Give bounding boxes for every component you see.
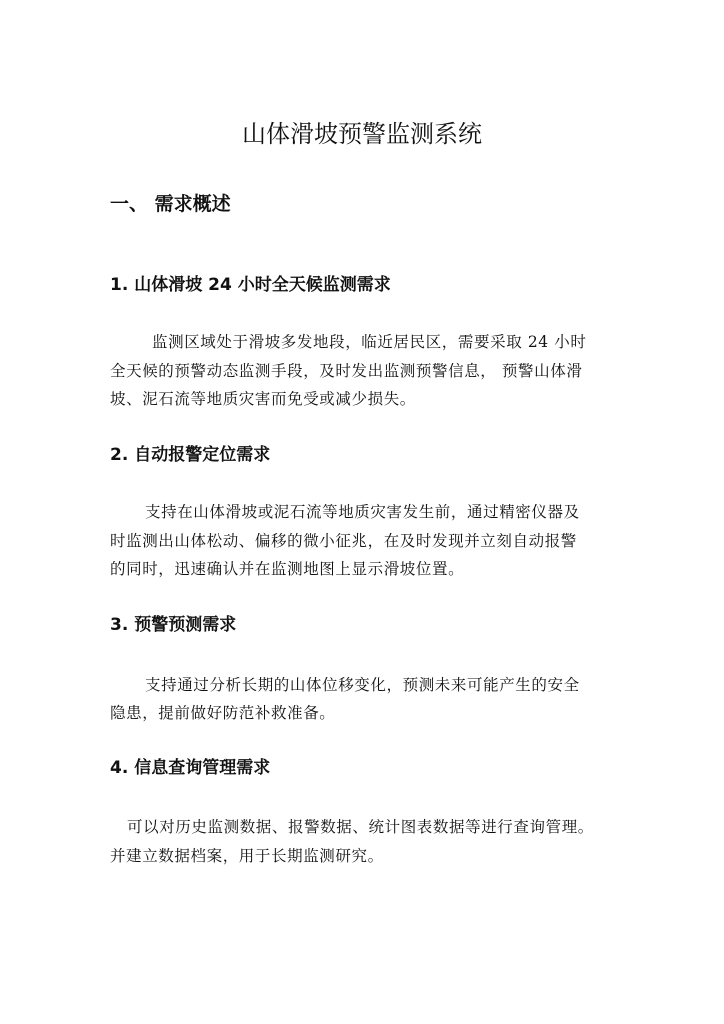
paragraph-line: 时监测出山体松动、偏移的微小征兆，在及时发现并立刻自动报警 (110, 532, 577, 550)
paragraph-line: 支持通过分析长期的山体位移变化，预测未来可能产生的安全 (145, 676, 580, 694)
document-title: 山体滑坡预警监测系统 (242, 120, 482, 148)
paragraph-line: 可以对历史监测数据、报警数据、统计图表数据等进行查询管理。 (127, 818, 594, 836)
item-heading-2: 2. 自动报警定位需求 (110, 445, 271, 465)
paragraph-line: 全天候的预警动态监测手段，及时发出监测预警信息， 预警山体滑 (110, 362, 583, 380)
item-heading-4: 4. 信息查询管理需求 (110, 758, 271, 778)
paragraph-line: 监测区域处于滑坡多发地段，临近居民区，需要采取 24 小时 (152, 333, 587, 351)
paragraph-line: 隐患，提前做好防范补救准备。 (110, 704, 336, 722)
paragraph-line: 的同时，迅速确认并在监测地图上显示滑坡位置。 (110, 560, 465, 578)
section-heading: 一、 需求概述 (110, 193, 231, 215)
item-heading-3: 3. 预警预测需求 (110, 615, 237, 635)
paragraph-line: 支持在山体滑坡或泥石流等地质灾害发生前，通过精密仪器及 (145, 503, 580, 521)
paragraph-line: 并建立数据档案，用于长期监测研究。 (110, 847, 384, 865)
item-heading-1: 1. 山体滑坡 24 小时全天候监测需求 (110, 275, 391, 295)
paragraph-line: 坡、泥石流等地质灾害而免受或减少损失。 (110, 390, 416, 408)
